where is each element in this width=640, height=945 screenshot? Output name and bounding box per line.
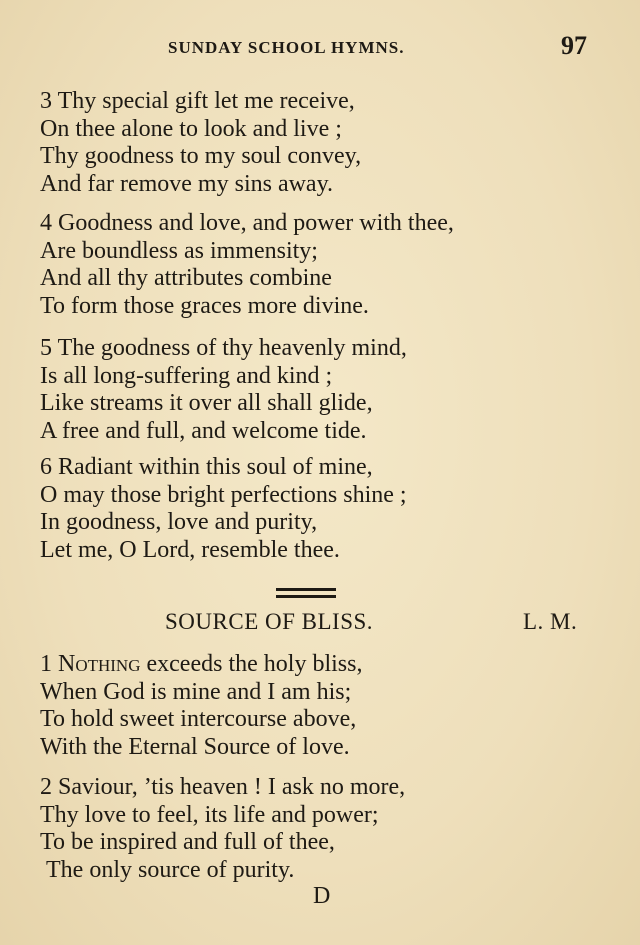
stanza-line: And far remove my sins away. xyxy=(40,170,334,197)
first-word: Nothing xyxy=(58,651,141,677)
stanza-line: To be inspired and full of thee, xyxy=(40,829,335,855)
stanza-line: O may those bright perfections shine ; xyxy=(40,481,407,508)
stanza-number: 1 xyxy=(40,651,52,677)
stanza-line: A free and full, and welcome tide. xyxy=(40,417,367,444)
stanza-line: 4 Goodness and love, and power with thee, xyxy=(40,210,454,236)
stanza-line: 6 Radiant within this soul of mine, xyxy=(40,454,373,480)
signature-mark: D xyxy=(313,883,331,909)
stanza-line: Thy goodness to my soul convey, xyxy=(40,143,362,169)
stanza-line: The only source of purity. xyxy=(46,856,295,883)
stanza-4 xyxy=(40,210,600,320)
hymn-meter: L. M. xyxy=(523,609,578,634)
stanza-line: Let me, O Lord, resemble thee. xyxy=(40,536,340,563)
stanza-line: 5 The goodness of thy heavenly mind, xyxy=(40,335,407,361)
running-head: SUNDAY SCHOOL HYMNS. xyxy=(168,38,405,57)
stanza-3 xyxy=(40,88,600,198)
stanza-6 xyxy=(40,454,600,564)
page-number: 97 xyxy=(561,31,587,60)
stanza-line: When God is mine and I am his; xyxy=(40,678,352,705)
stanza-line: To form those graces more divine. xyxy=(40,292,369,319)
stanza-line: On thee alone to look and live ; xyxy=(40,115,342,142)
first-line-rest: exceeds the holy bliss, xyxy=(146,651,363,677)
stanza-line: 3 Thy special gift let me receive, xyxy=(40,88,355,114)
stanza-line: 2 Saviour, ’tis heaven ! I ask no more, xyxy=(40,774,406,800)
stanza-line: To hold sweet intercourse above, xyxy=(40,706,357,732)
stanza-line: Are boundless as immensity; xyxy=(40,237,318,264)
stanza-line: Like streams it over all shall glide, xyxy=(40,390,373,416)
stanza-line: In goodness, love and purity, xyxy=(40,509,318,535)
section-divider xyxy=(276,588,336,598)
stanza-line xyxy=(40,651,600,679)
stanza-line: Is all long-suffering and kind ; xyxy=(40,362,333,389)
hymn-stanza-1 xyxy=(40,651,600,761)
hymn-stanza-2 xyxy=(40,774,600,884)
stanza-5 xyxy=(40,335,600,445)
stanza-line: Thy love to feel, its life and power; xyxy=(40,801,379,828)
stanza-line: And all thy attributes combine xyxy=(40,265,332,291)
hymn-title: SOURCE OF BLISS. xyxy=(165,609,374,634)
stanza-line: With the Eternal Source of love. xyxy=(40,733,350,760)
